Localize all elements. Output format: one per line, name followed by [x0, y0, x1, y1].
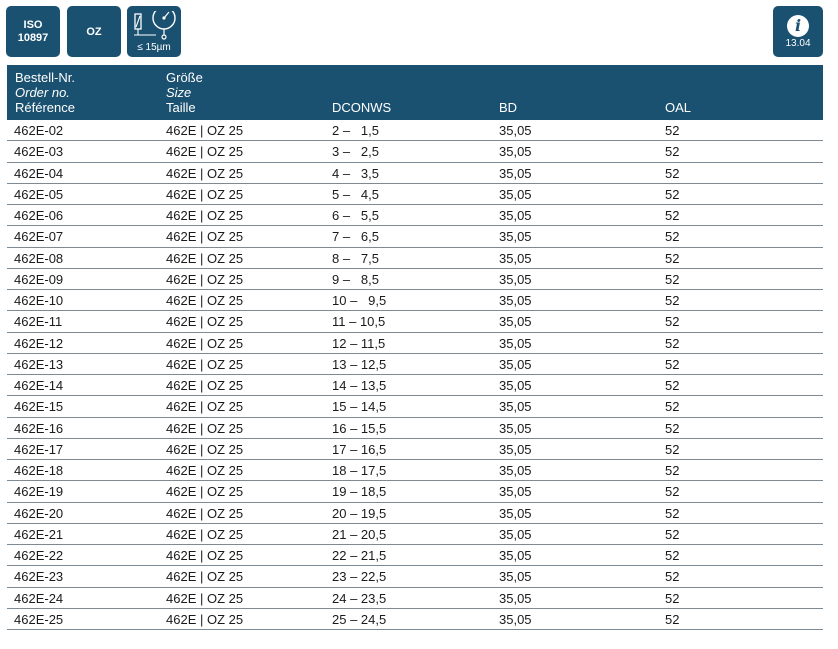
cell-oal: 52 — [665, 271, 680, 287]
cell-bd: 35,05 — [499, 463, 532, 478]
cell-size: 462E | OZ 25 — [166, 271, 244, 287]
cell-dconws: 18 – 17,5 — [332, 463, 387, 478]
cell-dconws: 4 – 3,5 — [332, 165, 379, 181]
table-row — [7, 120, 823, 141]
cell-order-no: 462E-03 — [14, 144, 64, 160]
cell-bd: 35,05 — [499, 123, 532, 138]
cell-bd: 35,05 — [499, 548, 532, 563]
cell-oal: 52 — [665, 144, 680, 160]
cell-size: 462E | OZ 25 — [166, 144, 244, 160]
table-row — [7, 439, 823, 460]
cell-dconws: 10 – 9,5 — [332, 293, 387, 308]
cell-order-no: 462E-23 — [14, 569, 64, 585]
cell-oal: 52 — [665, 590, 680, 606]
iso-number: 10897 — [17, 31, 49, 44]
info-icon[interactable]: i — [787, 15, 809, 37]
cell-size: 462E | OZ 25 — [166, 250, 244, 266]
cell-order-no: 462E-24 — [14, 590, 64, 606]
cell-bd: 35,05 — [499, 208, 532, 223]
table-row — [7, 354, 823, 375]
cell-bd: 35,05 — [499, 250, 532, 266]
cell-oal: 52 — [665, 484, 680, 500]
header-size-en: Size — [166, 85, 192, 100]
cell-dconws: 2 – 1,5 — [332, 123, 379, 138]
cell-size: 462E | OZ 25 — [166, 441, 244, 457]
table-row — [7, 460, 823, 481]
cell-dconws: 7 – 6,5 — [332, 229, 379, 245]
cell-bd: 35,05 — [499, 420, 532, 436]
table-body — [7, 120, 823, 630]
cell-oal: 52 — [665, 378, 680, 393]
cell-oal: 52 — [665, 186, 680, 202]
table-row — [7, 481, 823, 502]
table-row — [7, 226, 823, 247]
cell-size: 462E | OZ 25 — [166, 356, 244, 372]
cell-bd: 35,05 — [499, 484, 532, 500]
cell-oal: 52 — [665, 569, 680, 585]
table-row — [7, 503, 823, 524]
cell-dconws: 5 – 4,5 — [332, 186, 379, 202]
cell-order-no: 462E-13 — [14, 356, 64, 372]
cell-size: 462E | OZ 25 — [166, 399, 244, 415]
cell-size: 462E | OZ 25 — [166, 123, 244, 138]
cell-oal: 52 — [665, 165, 680, 181]
cell-order-no: 462E-17 — [14, 441, 64, 457]
cell-oal: 52 — [665, 123, 680, 138]
cell-size: 462E | OZ 25 — [166, 314, 244, 330]
header-size-fr: Taille — [166, 100, 196, 115]
cell-dconws: 22 – 21,5 — [332, 548, 387, 563]
cell-size: 462E | OZ 25 — [166, 208, 244, 223]
cell-oal: 52 — [665, 293, 680, 308]
cell-size: 462E | OZ 25 — [166, 463, 244, 478]
cell-dconws: 15 – 14,5 — [332, 399, 387, 415]
cell-size: 462E | OZ 25 — [166, 569, 244, 585]
cell-order-no: 462E-16 — [14, 420, 64, 436]
cell-bd: 35,05 — [499, 186, 532, 202]
cell-oal: 52 — [665, 420, 680, 436]
table-row — [7, 184, 823, 205]
cell-order-no: 462E-22 — [14, 548, 64, 563]
cell-size: 462E | OZ 25 — [166, 590, 244, 606]
cell-oal: 52 — [665, 229, 680, 245]
cell-oal: 52 — [665, 526, 680, 542]
cell-size: 462E | OZ 25 — [166, 335, 244, 351]
header-size-de: Größe — [166, 70, 203, 85]
table-row — [7, 545, 823, 566]
cell-order-no: 462E-19 — [14, 484, 64, 500]
cell-dconws: 8 – 7,5 — [332, 250, 379, 266]
table-row — [7, 566, 823, 587]
cell-bd: 35,05 — [499, 590, 532, 606]
cell-oal: 52 — [665, 463, 680, 478]
cell-bd: 35,05 — [499, 229, 532, 245]
cell-order-no: 462E-20 — [14, 505, 64, 521]
table-row — [7, 588, 823, 609]
cell-order-no: 462E-09 — [14, 271, 64, 287]
cell-oal: 52 — [665, 505, 680, 521]
cell-oal: 52 — [665, 399, 680, 415]
cell-dconws: 25 – 24,5 — [332, 611, 387, 627]
header-order-no-fr: Référence — [15, 100, 75, 115]
oz-label: OZ — [86, 25, 102, 38]
cell-oal: 52 — [665, 335, 680, 351]
cell-size: 462E | OZ 25 — [166, 420, 244, 436]
cell-bd: 35,05 — [499, 144, 532, 160]
cell-dconws: 17 – 16,5 — [332, 441, 387, 457]
runout-tolerance-badge — [127, 6, 181, 57]
info-page-ref: 13.04 — [785, 37, 811, 49]
table-row — [7, 248, 823, 269]
cell-order-no: 462E-08 — [14, 250, 64, 266]
cell-bd: 35,05 — [499, 356, 532, 372]
cell-order-no: 462E-06 — [14, 208, 64, 223]
cell-oal: 52 — [665, 250, 680, 266]
cell-oal: 52 — [665, 356, 680, 372]
cell-order-no: 462E-12 — [14, 335, 64, 351]
cell-oal: 52 — [665, 611, 680, 627]
cell-order-no: 462E-25 — [14, 611, 64, 627]
tolerance-label: ≤ 15µm — [137, 41, 171, 53]
cell-size: 462E | OZ 25 — [166, 484, 244, 500]
cell-bd: 35,05 — [499, 526, 532, 542]
table-row — [7, 396, 823, 417]
cell-dconws: 13 – 12,5 — [332, 356, 387, 372]
cell-size: 462E | OZ 25 — [166, 548, 244, 563]
cell-order-no: 462E-14 — [14, 378, 64, 393]
cell-bd: 35,05 — [499, 165, 532, 181]
cell-oal: 52 — [665, 208, 680, 223]
cell-order-no: 462E-18 — [14, 463, 64, 478]
dial-gauge-icon — [131, 11, 177, 41]
header-bd: BD — [499, 100, 518, 115]
cell-size: 462E | OZ 25 — [166, 611, 244, 627]
header-order-no-en: Order no. — [15, 85, 70, 100]
cell-dconws: 9 – 8,5 — [332, 271, 379, 287]
oz-badge — [67, 6, 121, 57]
cell-bd: 35,05 — [499, 271, 532, 287]
table-row — [7, 418, 823, 439]
table-row — [7, 290, 823, 311]
cell-bd: 35,05 — [499, 293, 532, 308]
cell-bd: 35,05 — [499, 569, 532, 585]
table-row — [7, 333, 823, 354]
cell-size: 462E | OZ 25 — [166, 165, 244, 181]
cell-size: 462E | OZ 25 — [166, 526, 244, 542]
cell-oal: 52 — [665, 548, 680, 563]
cell-dconws: 12 – 11,5 — [332, 335, 386, 351]
iso-label: ISO — [23, 18, 43, 31]
cell-order-no: 462E-02 — [14, 123, 64, 138]
cell-bd: 35,05 — [499, 441, 532, 457]
cell-order-no: 462E-21 — [14, 526, 64, 542]
cell-bd: 35,05 — [499, 378, 532, 393]
table-row — [7, 141, 823, 162]
cell-dconws: 3 – 2,5 — [332, 144, 379, 160]
cell-dconws: 14 – 13,5 — [332, 378, 387, 393]
cell-order-no: 462E-11 — [14, 314, 63, 330]
cell-order-no: 462E-15 — [14, 399, 64, 415]
cell-dconws: 21 – 20,5 — [332, 526, 387, 542]
cell-order-no: 462E-04 — [14, 165, 64, 181]
cell-order-no: 462E-10 — [14, 293, 64, 308]
header-oal: OAL — [665, 100, 692, 115]
table-row — [7, 609, 823, 630]
cell-size: 462E | OZ 25 — [166, 229, 244, 245]
table-header — [7, 65, 823, 120]
table-row — [7, 269, 823, 290]
cell-order-no: 462E-05 — [14, 186, 64, 202]
table-row — [7, 524, 823, 545]
cell-dconws: 19 – 18,5 — [332, 484, 387, 500]
table-row — [7, 205, 823, 226]
cell-bd: 35,05 — [499, 505, 532, 521]
cell-bd: 35,05 — [499, 611, 532, 627]
table-row — [7, 375, 823, 396]
cell-oal: 52 — [665, 441, 680, 457]
table-row — [7, 311, 823, 332]
info-badge[interactable] — [773, 6, 823, 57]
cell-dconws: 20 – 19,5 — [332, 505, 387, 521]
cell-size: 462E | OZ 25 — [166, 186, 244, 202]
cell-dconws: 11 – 10,5 — [332, 314, 386, 330]
cell-dconws: 24 – 23,5 — [332, 590, 387, 606]
cell-dconws: 16 – 15,5 — [332, 420, 387, 436]
header-dconws: DCONWS — [332, 100, 392, 115]
cell-bd: 35,05 — [499, 335, 532, 351]
cell-size: 462E | OZ 25 — [166, 378, 244, 393]
cell-oal: 52 — [665, 314, 680, 330]
header-order-no-de: Bestell-Nr. — [15, 70, 75, 85]
cell-order-no: 462E-07 — [14, 229, 64, 245]
cell-bd: 35,05 — [499, 314, 532, 330]
cell-size: 462E | OZ 25 — [166, 293, 244, 308]
cell-bd: 35,05 — [499, 399, 532, 415]
cell-size: 462E | OZ 25 — [166, 505, 244, 521]
cell-dconws: 23 – 22,5 — [332, 569, 387, 585]
cell-dconws: 6 – 5,5 — [332, 208, 379, 223]
table-row — [7, 163, 823, 184]
iso-10897-badge — [6, 6, 60, 57]
